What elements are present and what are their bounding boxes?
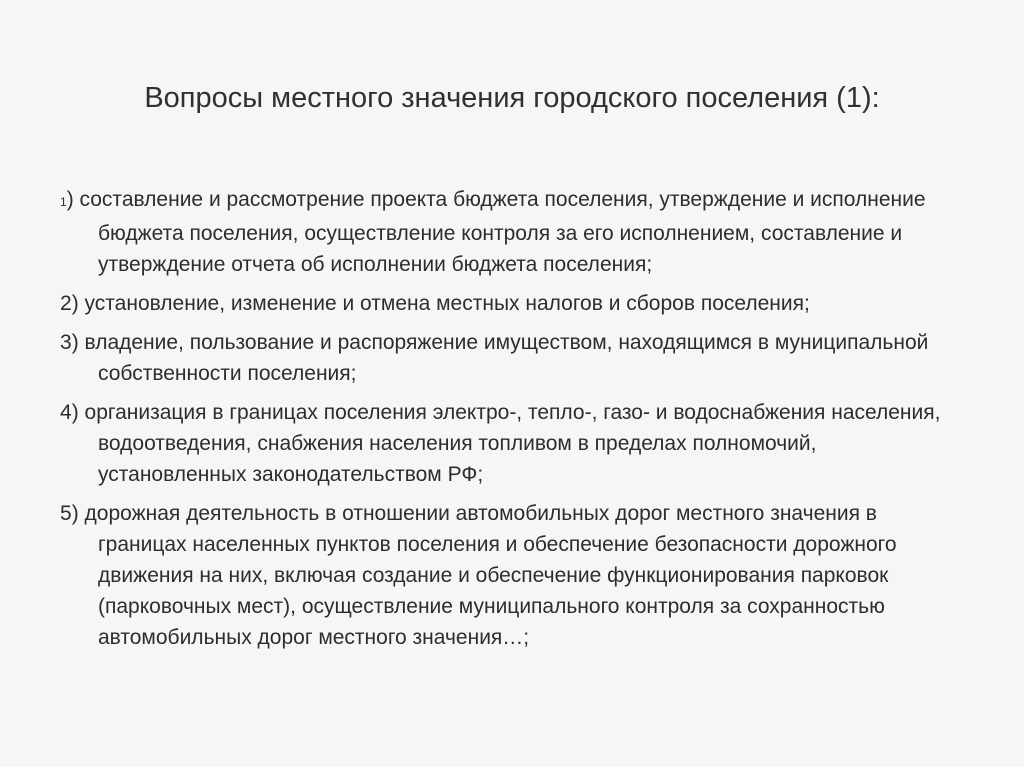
item-text: ) дорожная деятельность в отношении автомобильных дорог местного значения в границах населенных пунктов поселения и обеспечение безопасности дорожного движения на них, включая создание и обеспечение функционирования парковок (парковочных мест), осуществление муниципального контроля за сохранностью автомобильных дорог местного значения…;: [71, 502, 897, 649]
item-number: 2: [60, 292, 72, 315]
item-text: ) составление и рассмотрение проекта бюджета поселения, утверждение и исполнение бюджета поселения, осуществление контроля за его исполнением, составление и утверждение отчета об исполнении бюджета поселения;: [66, 188, 926, 276]
item-number: 1: [60, 195, 67, 209]
item-number: 3: [60, 331, 72, 354]
list-item: [60, 184, 960, 280]
item-number: 4: [60, 401, 72, 424]
item-text: ) установление, изменение и отмена местных налогов и сборов поселения;: [71, 292, 810, 315]
list-item: [60, 288, 960, 319]
slide-title: Вопросы местного значения городского поселения (1):: [144, 82, 880, 114]
item-text: ) владение, пользование и распоряжение имуществом, находящимся в муниципальной собственности поселения;: [71, 331, 929, 385]
item-number: 5: [60, 502, 72, 525]
questions-list: [60, 184, 960, 661]
item-text: ) организация в границах поселения электро-, тепло-, газо- и водоснабжения населения, водоотведения, снабжения населения топливом в пределах полномочий, установленных законодательством РФ;: [71, 401, 941, 486]
list-item: [60, 397, 960, 490]
list-item: [60, 327, 960, 389]
list-item: [60, 498, 960, 653]
